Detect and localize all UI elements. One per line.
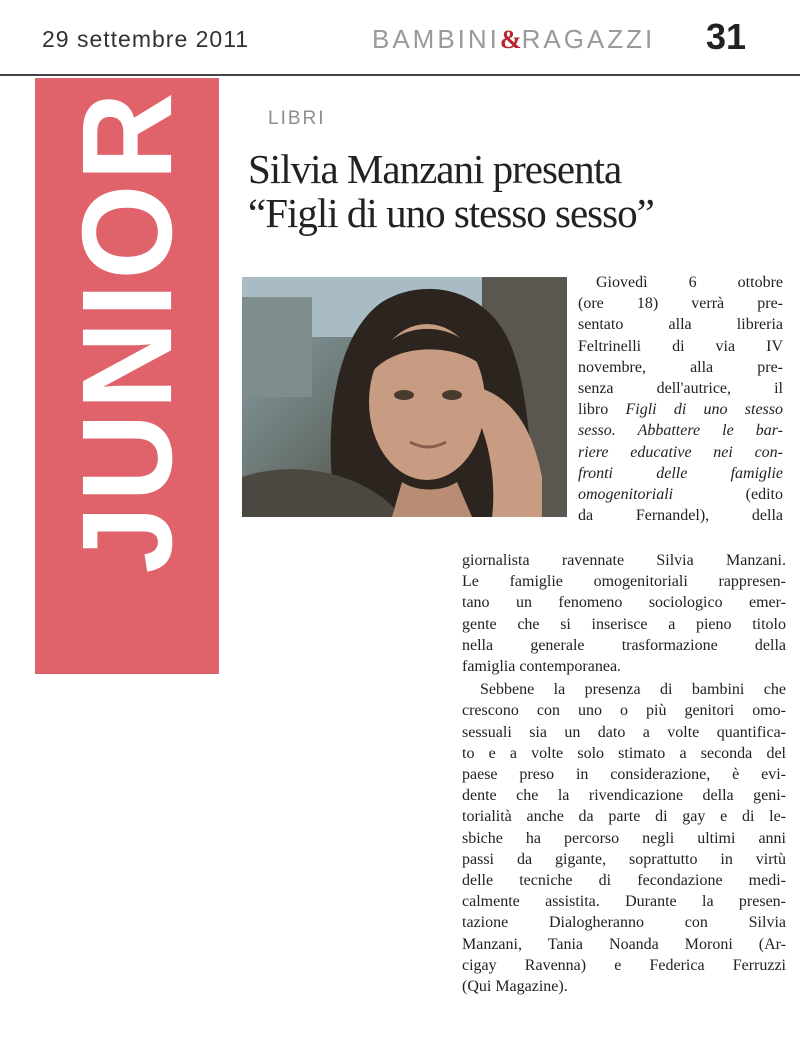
body-text-line: riere educative nei con- <box>578 443 783 461</box>
section-title <box>372 24 655 55</box>
body-text-line: Sebbene la presenza di bambini che <box>480 681 786 699</box>
body-text-line: sesso. Abbattere le bar- <box>578 422 783 440</box>
author-portrait-photo <box>242 277 567 517</box>
body-text-line: omogenitoriali (edito <box>578 486 783 504</box>
headline-line-2: “Figli di uno stesso sesso” <box>248 190 654 236</box>
body-text-line: crescono con uno o più genitori omo- <box>462 702 786 720</box>
body-text-line: calmente assistita. Durante la presen- <box>462 893 786 911</box>
body-text-line: tano un fenomeno sociologico emer- <box>462 594 786 612</box>
body-text-line: (ore 18) verrà pre- <box>578 295 783 313</box>
section-title-left: BAMBINI <box>372 24 500 54</box>
page-header <box>0 0 800 80</box>
body-text-line: fronti delle famiglie <box>578 464 783 482</box>
header-divider <box>0 74 800 76</box>
body-text-line: Le famiglie omogenitoriali rappresen- <box>462 573 786 591</box>
article-body-narrow-column <box>578 272 783 526</box>
article-body-wide-column <box>462 550 786 997</box>
body-text-line: Feltrinelli di via IV <box>578 337 783 355</box>
article-headline <box>248 147 778 235</box>
portrait-illustration <box>242 277 567 517</box>
body-text-line: (Qui Magazine). <box>462 978 568 996</box>
junior-section-label: JUNIOR <box>55 88 199 574</box>
body-text-line: giornalista ravennate Silvia Manzani. <box>462 552 786 569</box>
body-text-line: torialità anche da parte di gay e di le- <box>462 808 786 826</box>
body-text-line: Manzani, Tania Noanda Moroni (Ar- <box>462 935 786 953</box>
body-text-line: sbiche ha percorso negli ultimi anni <box>462 829 786 847</box>
body-text-line: passi da gigante, soprattutto in virtù <box>462 850 786 868</box>
article-kicker: LIBRI <box>268 108 326 129</box>
issue-date: 29 settembre 2011 <box>42 26 250 52</box>
body-text-line: famiglia contemporanea. <box>462 658 622 676</box>
body-text-line: delle tecniche di fecondazione medi- <box>462 872 786 890</box>
body-text-line: Giovedì 6 ottobre <box>596 274 783 291</box>
page-number: 31 <box>706 16 747 57</box>
body-text-line: tazione Dialogheranno con Silvia <box>462 914 786 932</box>
body-text-line: senza dell'autrice, il <box>578 380 783 398</box>
body-text-line: novembre, alla pre- <box>578 358 783 376</box>
body-text-line: sentato alla libreria <box>578 316 783 334</box>
body-text-line: gente che si inserisce a pieno titolo <box>462 615 786 633</box>
body-text-line: to e a volte solo stimato a seconda del <box>462 744 786 762</box>
body-text-line: paese preso in considerazione, è evi- <box>462 766 786 784</box>
body-text-line: cigay Ravenna) e Federica Ferruzzi <box>462 956 786 974</box>
body-text-line: da Fernandel), della <box>578 507 783 525</box>
section-title-ampersand: & <box>499 25 522 54</box>
body-text-line: dente che la rivendicazione della geni- <box>462 787 786 805</box>
body-text-line: nella generale trasformazione della <box>462 636 786 654</box>
headline-line-1: Silvia Manzani presenta <box>248 146 622 192</box>
section-title-right: RAGAZZI <box>521 24 656 54</box>
body-text-line: sessuali sia un dato a volte quantifica- <box>462 723 786 741</box>
body-text-line: libro Figli di uno stesso <box>578 401 783 419</box>
